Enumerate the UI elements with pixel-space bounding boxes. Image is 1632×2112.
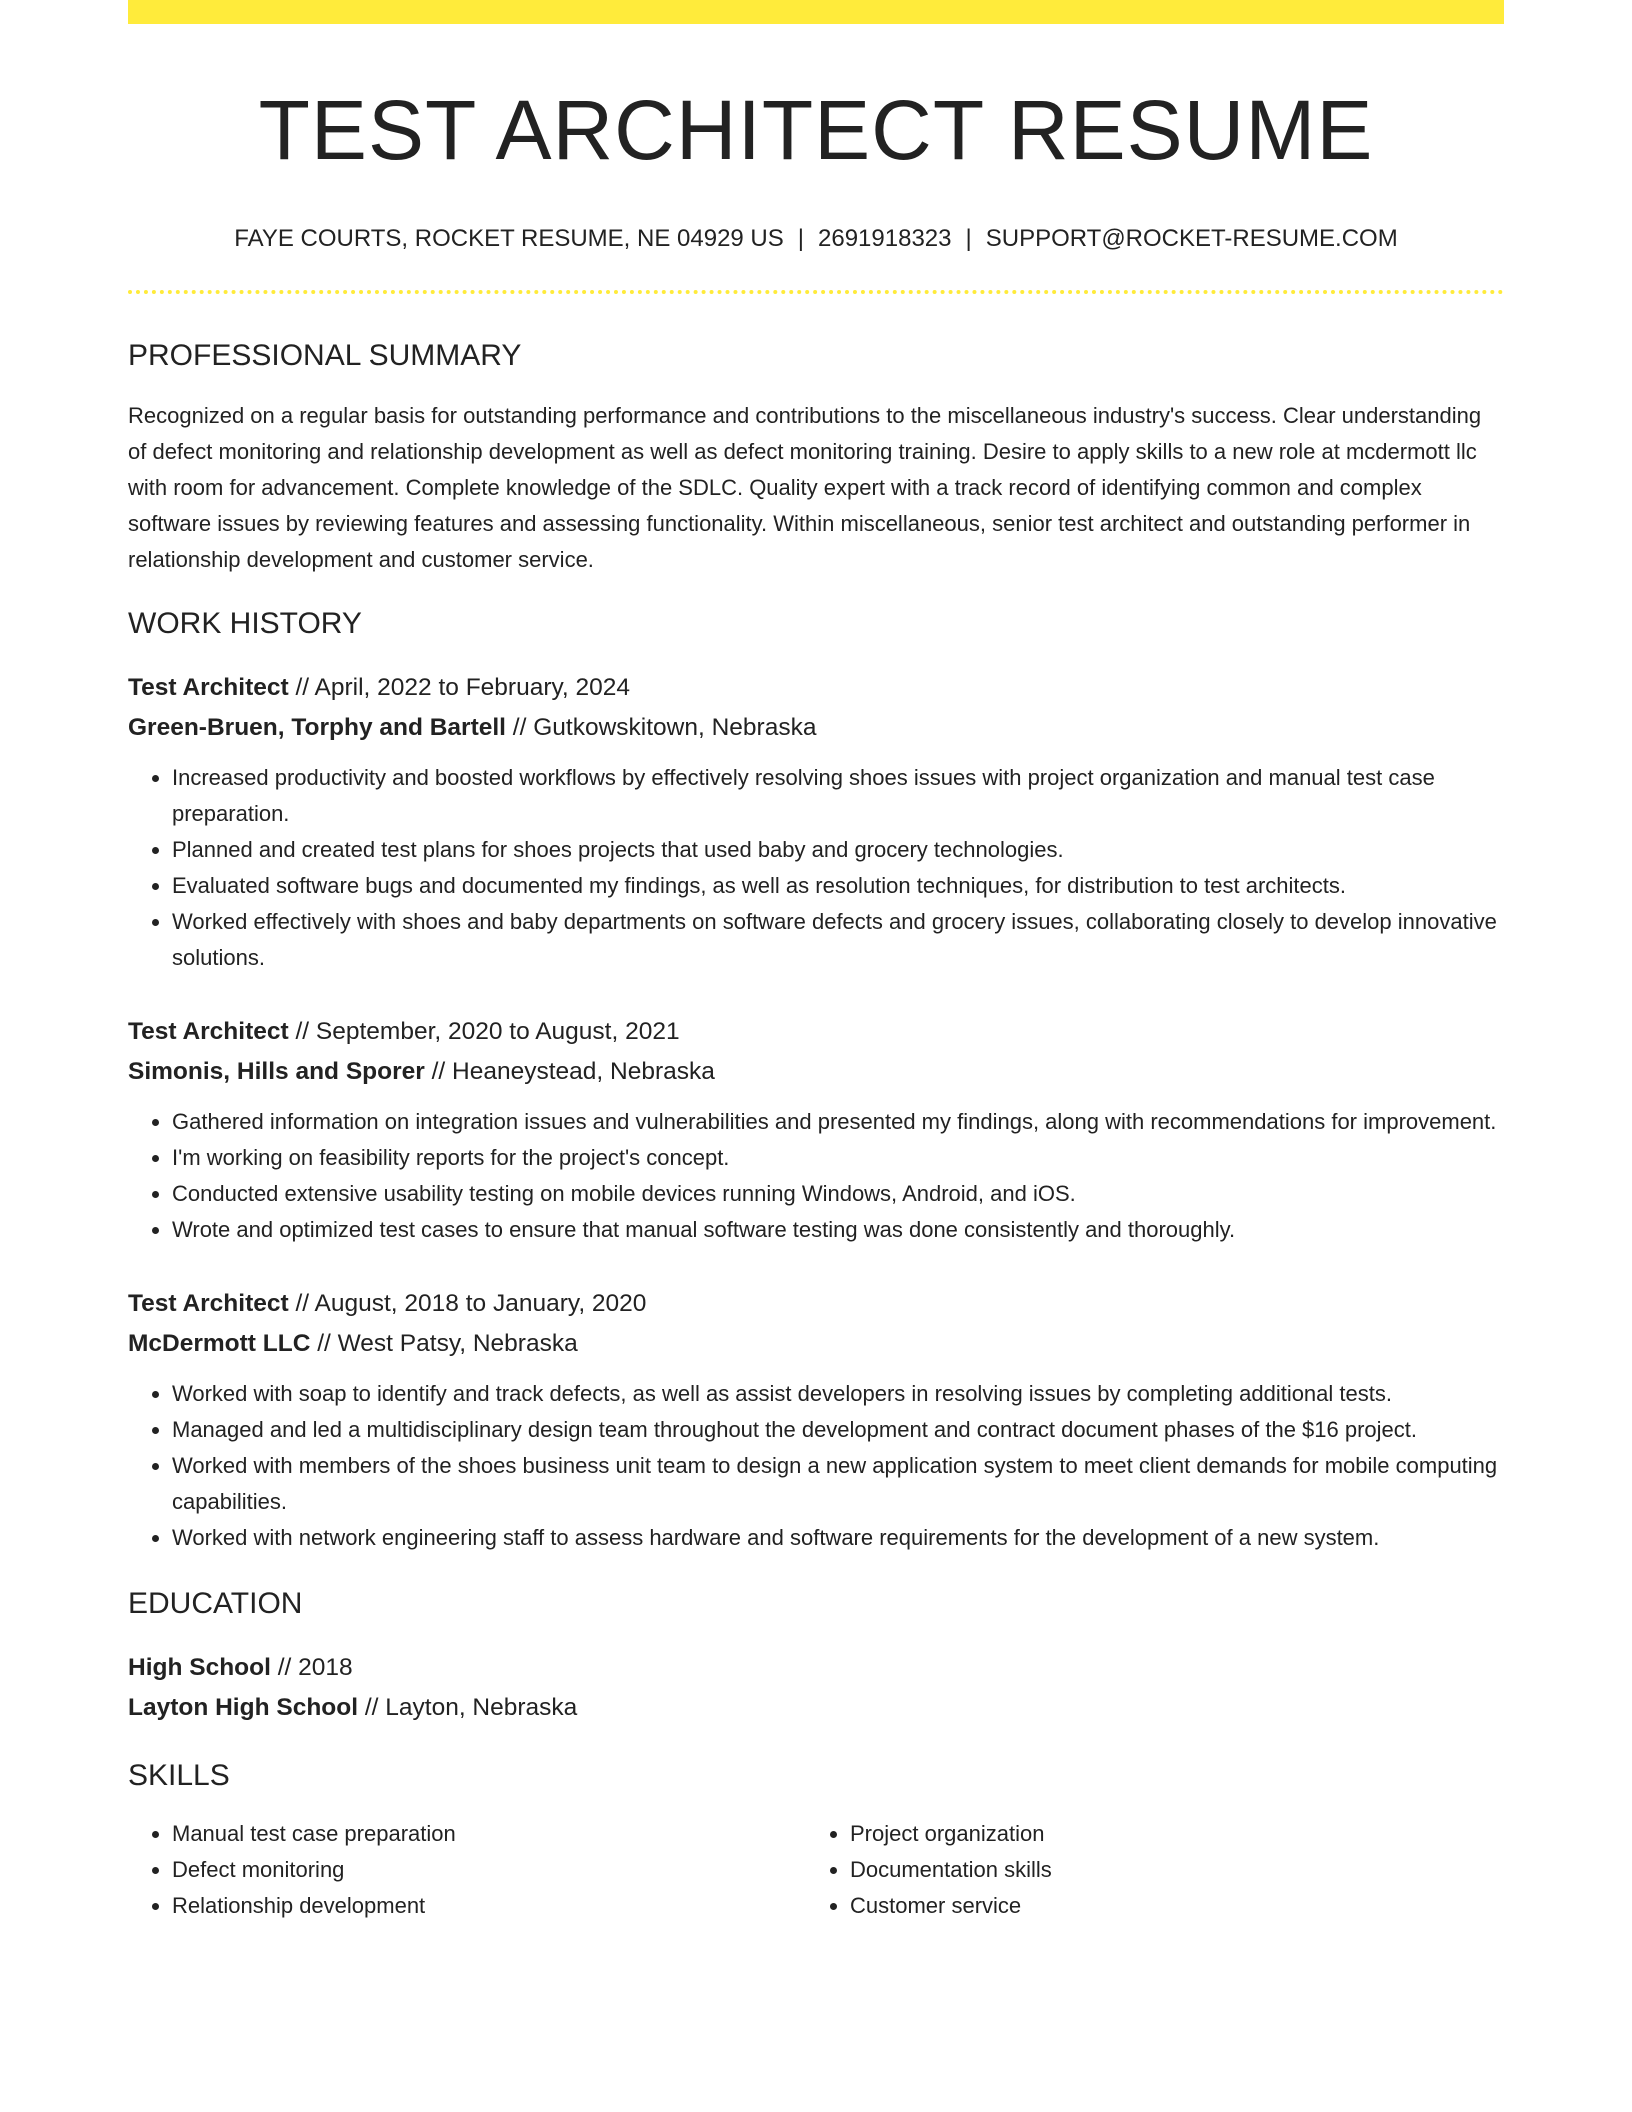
skill-item: • Manual test case preparation	[172, 1816, 806, 1852]
education-entry	[128, 1648, 1504, 1728]
skills-list	[128, 1816, 1504, 1924]
contact-address: FAYE COURTS, ROCKET RESUME, NE 04929 US	[234, 224, 784, 252]
job-location: // Gutkowskitown, Nebraska	[506, 713, 817, 741]
contact-separator: |	[965, 224, 972, 252]
summary-heading: PROFESSIONAL SUMMARY	[128, 338, 522, 372]
job-location: // Heaneystead, Nebraska	[424, 1057, 715, 1085]
education-heading: EDUCATION	[128, 1586, 303, 1620]
job-location: // West Patsy, Nebraska	[310, 1329, 578, 1357]
resume-title: TEST ARCHITECT RESUME	[258, 83, 1374, 177]
education-degree: High School	[128, 1653, 271, 1681]
skill-item: • Relationship development	[172, 1888, 806, 1924]
job-bullet: • Worked with soap to identify and track defects, as well as assist developers in resolving issues by completing additional tests.	[172, 1376, 1504, 1412]
job-company: Green-Bruen, Torphy and Bartell	[128, 713, 506, 741]
job-role-line	[128, 1012, 1504, 1052]
job-bullet: • Conducted extensive usability testing on mobile devices running Windows, Android, and iOS.	[172, 1176, 1504, 1212]
work-history-heading: WORK HISTORY	[128, 606, 362, 640]
job-bullet: • Planned and created test plans for shoes projects that used baby and grocery technologies.	[172, 832, 1504, 868]
job-company: Simonis, Hills and Sporer	[128, 1057, 425, 1085]
job-role: Test Architect	[128, 1289, 289, 1317]
skills-heading: SKILLS	[128, 1758, 230, 1792]
accent-bar	[128, 0, 1504, 24]
job-role: Test Architect	[128, 673, 289, 701]
job-entry	[128, 1012, 1504, 1248]
contact-separator: |	[797, 224, 805, 252]
education-school: Layton High School	[128, 1693, 359, 1721]
job-company: McDermott LLC	[128, 1329, 311, 1357]
job-dates: // September, 2020 to August, 2021	[288, 1017, 680, 1045]
job-bullet: • Worked with network engineering staff to assess hardware and software requirements for the development of a new system.	[172, 1520, 1504, 1556]
skill-item: • Documentation skills	[850, 1852, 1484, 1888]
contact-email[interactable]: SUPPORT@ROCKET-RESUME.COM	[985, 224, 1398, 252]
job-dates: // August, 2018 to January, 2020	[288, 1289, 647, 1317]
education-degree-line	[128, 1648, 1504, 1688]
job-role: Test Architect	[128, 1017, 289, 1045]
job-bullet: • Increased productivity and boosted workflows by effectively resolving shoes issues with project organization and manual test case preparation.	[172, 760, 1504, 832]
resume-page	[128, 0, 1504, 1924]
job-bullet: • Gathered information on integration issues and vulnerabilities and presented my findings, along with recommendations for improvement.	[172, 1104, 1504, 1140]
job-bullets	[128, 1376, 1504, 1556]
job-bullet: • Worked effectively with shoes and baby departments on software defects and grocery issues, collaborating closely to develop innovative solutions.	[172, 904, 1504, 976]
job-bullet: • Managed and led a multidisciplinary design team throughout the development and contract document phases of the $16 project.	[172, 1412, 1504, 1448]
job-bullet: • Evaluated software bugs and documented my findings, as well as resolution techniques, for distribution to test architects.	[172, 868, 1504, 904]
job-dates: // April, 2022 to February, 2024	[288, 673, 631, 701]
skill-item: • Defect monitoring	[172, 1852, 806, 1888]
job-company-line	[128, 1052, 1504, 1092]
contact-line	[128, 223, 1504, 254]
education-school-line	[128, 1688, 1504, 1728]
job-role-line	[128, 1284, 1504, 1324]
summary-text: Recognized on a regular basis for outstanding performance and contributions to the miscellaneous industry's success. Clear understanding of defect monitoring and relationship development as well as defect monitoring training. Desire to apply skills to a new role at mcdermott llc with room for advancement. Complete knowledge of the SDLC. Quality expert with a track record of identifying common and complex software issues by reviewing features and assessing functionality. Within miscellaneous, senior test architect and outstanding performer in relationship development and customer service.	[128, 402, 1482, 572]
job-bullet: • I'm working on feasibility reports for the project's concept.	[172, 1140, 1504, 1176]
dotted-divider	[128, 290, 1504, 294]
job-bullet: • Wrote and optimized test cases to ensure that manual software testing was done consistently and thoroughly.	[172, 1212, 1504, 1248]
job-entry	[128, 1284, 1504, 1556]
skills-column-left	[128, 1816, 806, 1924]
job-entry	[128, 668, 1504, 976]
job-role-line	[128, 668, 1504, 708]
education-location: // Layton, Nebraska	[358, 1693, 578, 1721]
job-company-line	[128, 708, 1504, 748]
education-year: // 2018	[270, 1653, 353, 1681]
job-bullets	[128, 760, 1504, 976]
skill-item: • Customer service	[850, 1888, 1484, 1924]
contact-phone: 2691918323	[818, 224, 952, 252]
skills-column-right	[806, 1816, 1484, 1924]
skill-item: • Project organization	[850, 1816, 1484, 1852]
job-company-line	[128, 1324, 1504, 1364]
job-bullets	[128, 1104, 1504, 1248]
job-bullet: • Worked with members of the shoes business unit team to design a new application system to meet client demands for mobile computing capabilities.	[172, 1448, 1504, 1520]
